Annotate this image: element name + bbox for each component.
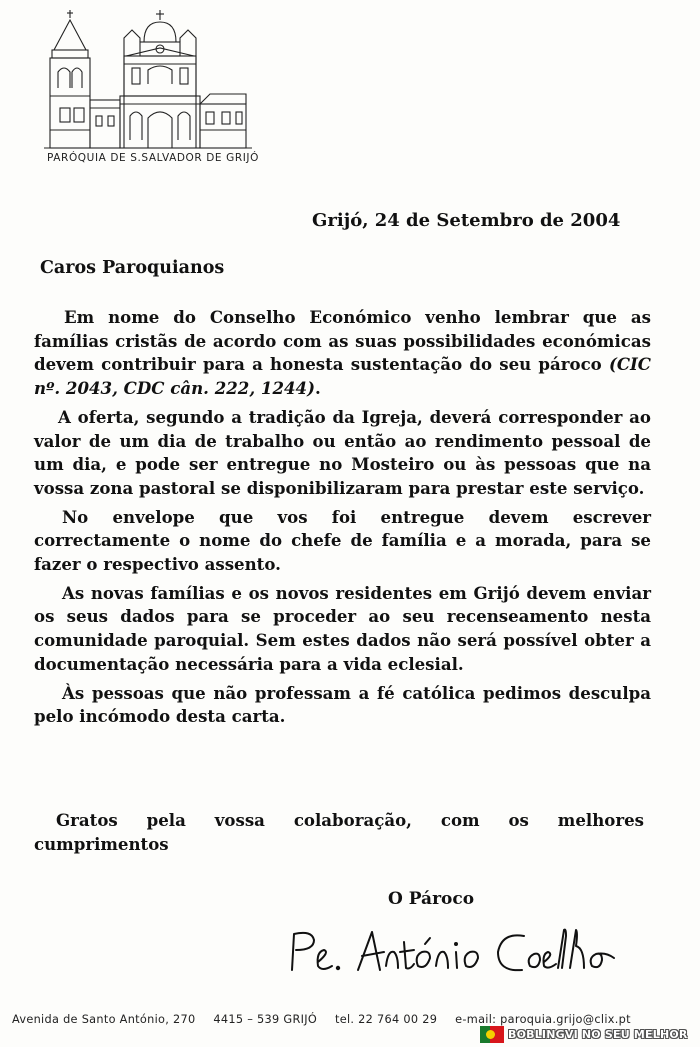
signature-icon xyxy=(280,922,630,984)
watermark xyxy=(480,1024,688,1044)
letter-greeting: Caros Paroquianos xyxy=(40,258,225,278)
paragraph-offering: A oferta, segundo a tradição da Igreja, deverá corresponder ao valor de um dia de trabalho ou então ao rendimento pessoal de um dia, e pode ser entregue no Mosteiro ou às pessoas que na vossa zona pastoral se disponibilizaram para prestar este serviço. xyxy=(34,406,651,498)
letter-closing: Gratos pela vossa colaboração, com os melhores cumprimentos xyxy=(34,810,644,854)
paragraph-text: Em nome do Conselho Económico venho lembrar que as famílias cristãs de acordo com as suas possibilidades económicas devem contribuir para a honesta sustentação do seu pároco xyxy=(34,307,651,375)
letter-body xyxy=(34,306,651,734)
footer-phone: tel. 22 764 00 29 xyxy=(334,1013,438,1026)
paragraph-envelope: No envelope que vos foi entregue devem escrever correctamente o nome do chefe de família e a morada, para se fazer o respectivo assento. xyxy=(34,506,651,575)
footer-postal-code: 4415 – 539 GRIJÓ xyxy=(213,1013,318,1026)
handwritten-signature xyxy=(280,922,630,984)
footer-email: e-mail: paroquia.grijo@clix.pt xyxy=(455,1013,631,1026)
footer-address: Avenida de Santo António, 270 xyxy=(12,1013,196,1026)
watermark-text: BOBLINGVI NO SEU MELHOR xyxy=(508,1027,688,1041)
portugal-flag-icon xyxy=(480,1026,504,1043)
church-drawing-icon xyxy=(40,8,255,158)
paragraph-apology: Às pessoas que não professam a fé católica pedimos desculpa pelo incómodo desta carta. xyxy=(34,682,651,727)
parish-logo xyxy=(40,8,255,173)
parish-name: PARÓQUIA DE S.SALVADOR DE GRIJÓ xyxy=(47,152,259,164)
paragraph-new-families: As novas famílias e os novos residentes em Grijó devem enviar os seus dados para se proceder ao seu recenseamento nesta comunidade paroquial. Sem estes dados não será possível obter a documentação necessária para a vida eclesial. xyxy=(34,582,651,674)
signoff-title: O Pároco xyxy=(388,889,475,909)
paragraph-end: . xyxy=(314,378,321,399)
paragraph-contribution xyxy=(34,306,651,401)
letter-date: Grijó, 24 de Setembro de 2004 xyxy=(312,210,621,231)
canon-citation: (CIC nº. 2043, CDC cân. 222, 1244) xyxy=(34,354,651,399)
